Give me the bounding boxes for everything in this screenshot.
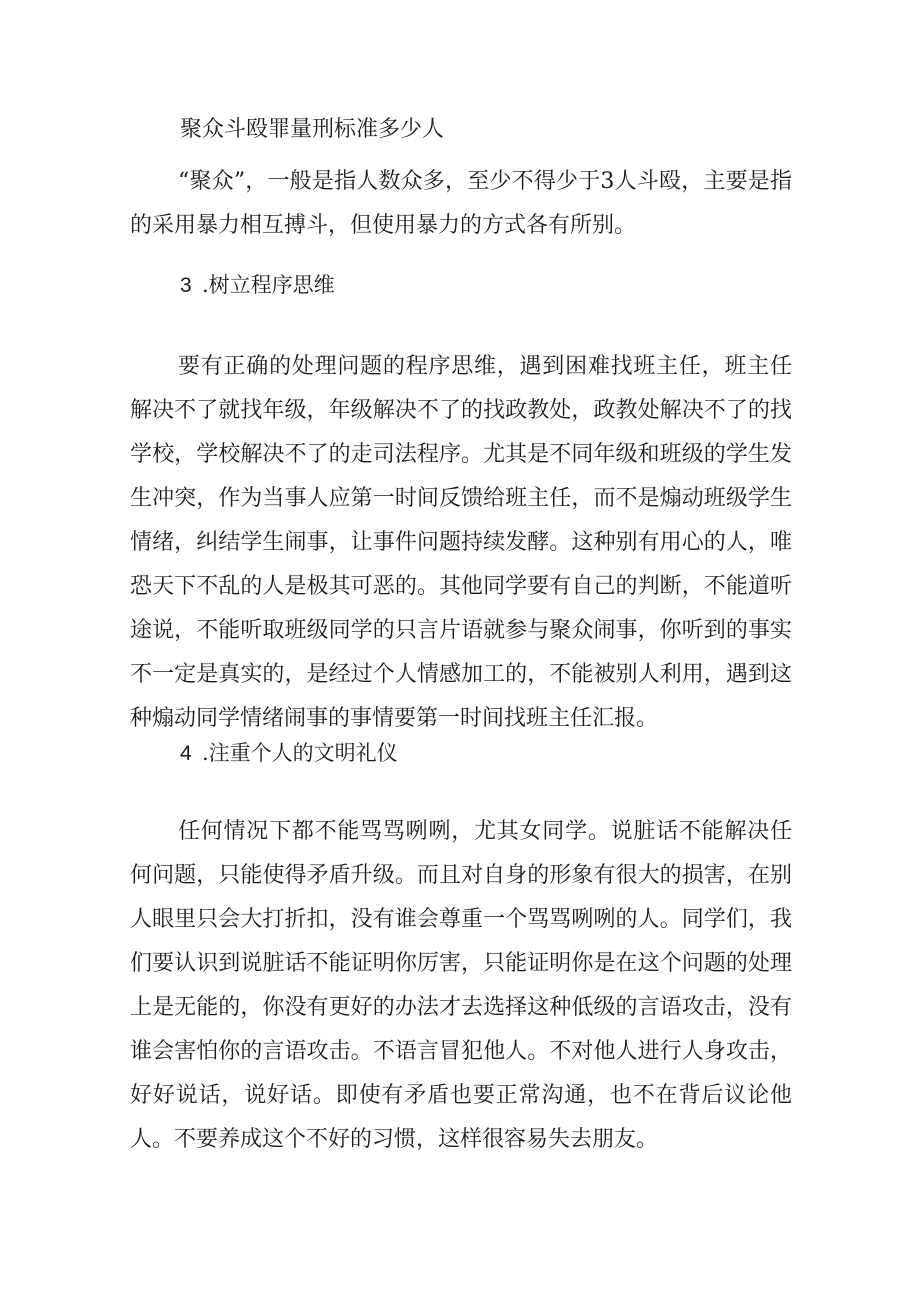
document-title: 聚众斗殴罪量刑标准多少人 (180, 117, 445, 142)
section-4-paragraph: 任何情况下都不能骂骂咧咧，尤其女同学。说脏话不能解决任何问题，只能使得矛盾升级。而且对自身的形象有很大的损害，在别人眼里只会大打折扣，没有谁会尊重一个骂骂咧咧的人。同学们，我们要认识到说脏话不能证明你厉害，只能证明你是在这个问题的处理上是无能的，你没有更好的办法才去选择这种低级的言语攻击，没有谁会害怕你的言语攻击。不语言冒犯他人。不对他人进行人身攻击，好好说话，说好话。即使有矛盾也要正常沟通，也不在背后议论他人。不要养成这个不好的习惯，这样很容易失去朋友。 (130, 819, 792, 1152)
section-4-title: .注重个人的文明礼仪 (202, 741, 398, 765)
section-4-heading (180, 738, 398, 769)
section-3-title: .树立程序思维 (202, 273, 335, 297)
section-3-paragraph: 要有正确的处理问题的程序思维，遇到困难找班主任，班主任解决不了就找年级，年级解决不了的找政教处，政教处解决不了的找学校，学校解决不了的走司法程序。尤其是不同年级和班级的学生发生冲突，作为当事人应第一时间反馈给班主任，而不是煽动班级学生情绪，纠结学生闹事，让事件问题持续发酵。这种别有用心的人，唯恐天下不乱的人是极其可恶的。其他同学要有自己的判断，不能道听途说，不能听取班级同学的只言片语就参与聚众闹事，你听到的事实不一定是真实的，是经过个人情感加工的，不能被别人利用，遇到这种煽动同学情绪闹事的事情要第一时间找班主任汇报。 (130, 354, 792, 731)
section-4-number: 4 (180, 742, 192, 765)
section-3-number: 3 (180, 274, 192, 297)
section-3-heading (180, 270, 335, 301)
intro-paragraph: “聚众”，一般是指人数众多，至少不得少于3人斗殴，主要是指的采用暴力相互搏斗，但使用暴力的方式各有所别。 (130, 169, 792, 238)
